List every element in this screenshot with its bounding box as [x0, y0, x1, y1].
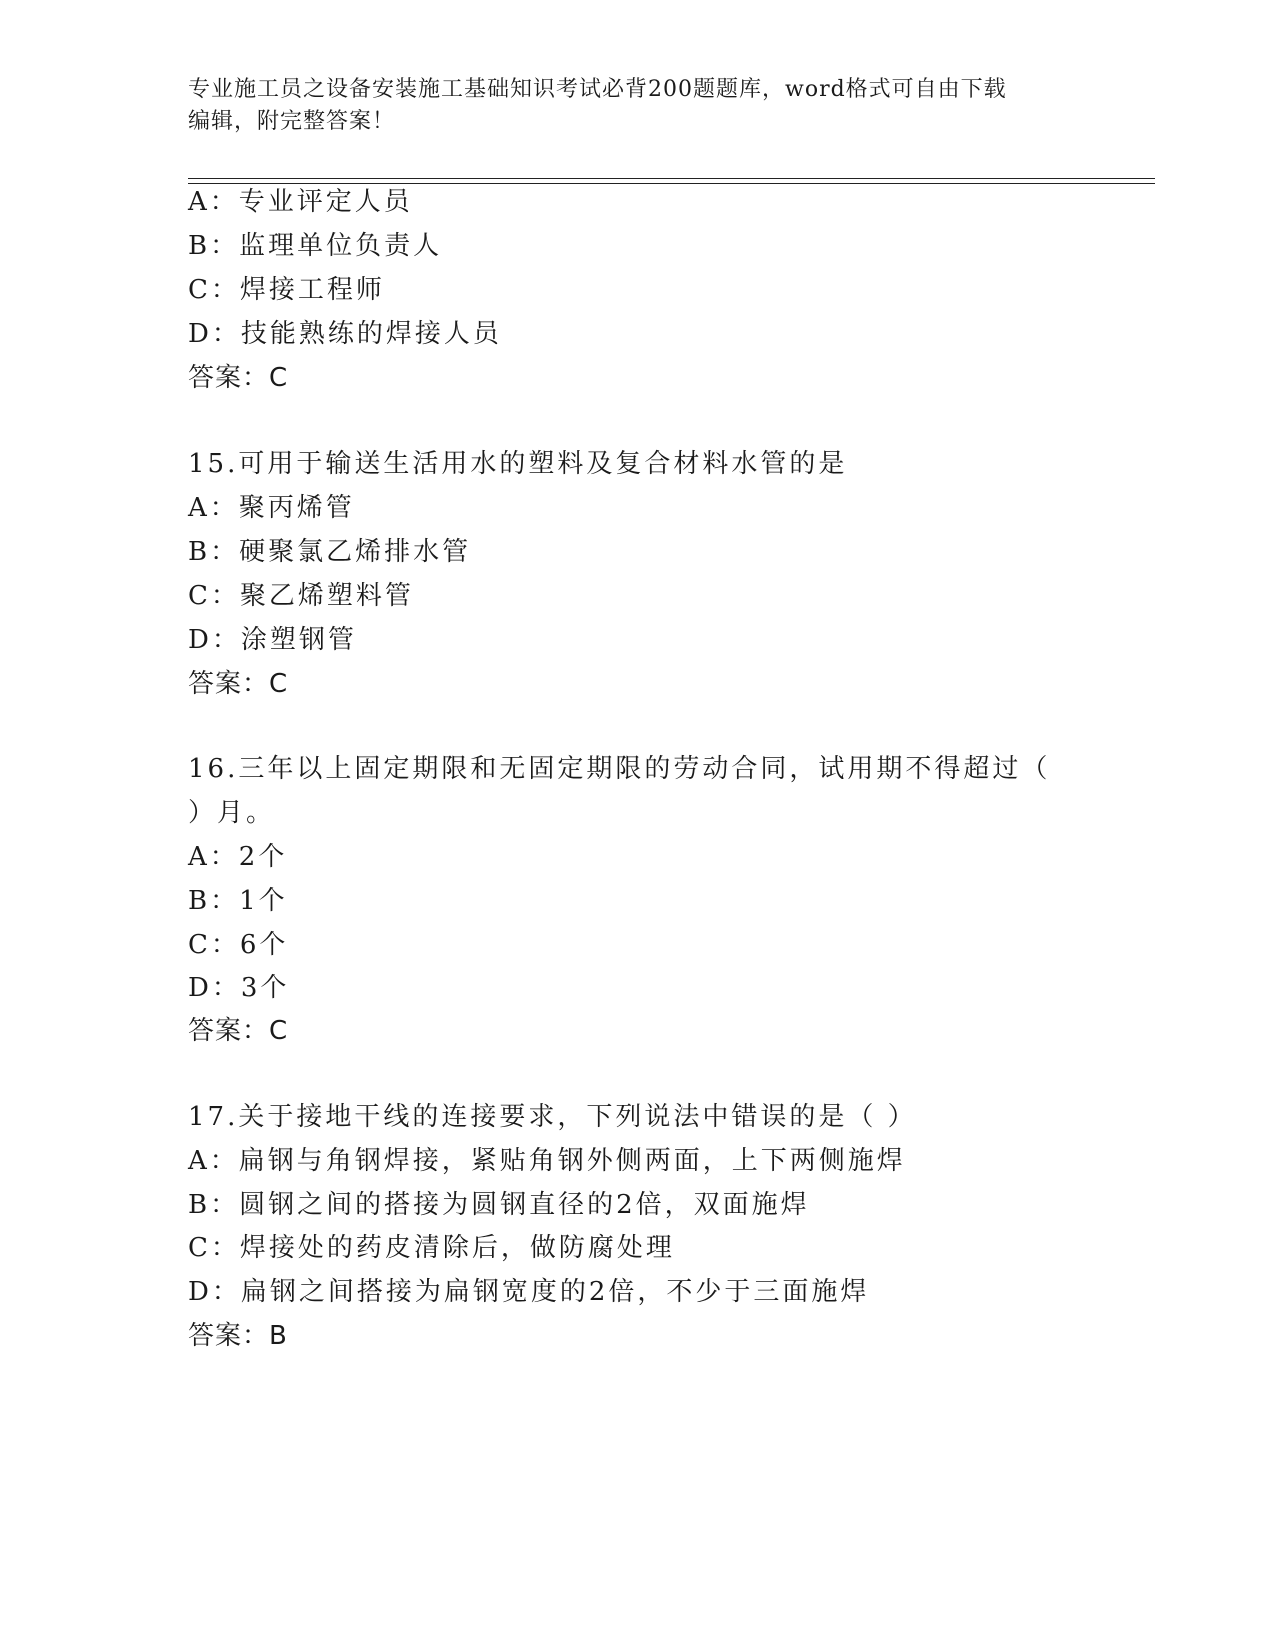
- q14-option-a: A：专业评定人员: [188, 187, 413, 217]
- q14-option-d: D：技能熟练的焊接人员: [188, 319, 502, 349]
- q17-option-a: A：扁钢与角钢焊接，紧贴角钢外侧两面，上下两侧施焊: [188, 1146, 906, 1176]
- header-title-line2: 编辑，附完整答案！: [188, 109, 396, 134]
- q15-option-d: D：涂塑钢管: [188, 625, 357, 655]
- q15-option-b: B：硬聚氯乙烯排水管: [188, 537, 472, 567]
- q16-option-a: A：2个: [188, 842, 288, 872]
- q16-stem-line2: ）月。: [188, 798, 276, 828]
- q16-option-b: B：1个: [188, 886, 288, 916]
- header-rule-bottom: [188, 183, 1155, 184]
- q17-option-d: D：扁钢之间搭接为扁钢宽度的2倍，不少于三面施焊: [188, 1277, 870, 1307]
- q14-answer: 答案：C: [188, 363, 289, 393]
- q14-option-c: C：焊接工程师: [188, 275, 385, 305]
- q17-option-c: C：焊接处的药皮清除后，做防腐处理: [188, 1233, 675, 1263]
- q17-stem: 17.关于接地干线的连接要求，下列说法中错误的是（ ）: [188, 1102, 917, 1132]
- q15-option-a: A：聚丙烯管: [188, 493, 355, 523]
- q17-answer: 答案：B: [188, 1321, 288, 1351]
- q16-answer: 答案：C: [188, 1016, 289, 1046]
- header-rule-top: [188, 178, 1155, 179]
- q16-option-d: D：3个: [188, 973, 290, 1003]
- header-title-line1: 专业施工员之设备安装施工基础知识考试必背200题题库，word格式可自由下载: [188, 77, 1007, 102]
- q16-stem-line1: 16.三年以上固定期限和无固定期限的劳动合同，试用期不得超过（: [188, 754, 1051, 784]
- q17-option-b: B：圆钢之间的搭接为圆钢直径的2倍，双面施焊: [188, 1190, 810, 1220]
- q16-option-c: C：6个: [188, 930, 289, 960]
- document-header: [188, 74, 1068, 138]
- q15-answer: 答案：C: [188, 669, 289, 699]
- q14-option-b: B：监理单位负责人: [188, 231, 443, 261]
- q15-stem: 15.可用于输送生活用水的塑料及复合材料水管的是: [188, 449, 848, 479]
- q15-option-c: C：聚乙烯塑料管: [188, 581, 414, 611]
